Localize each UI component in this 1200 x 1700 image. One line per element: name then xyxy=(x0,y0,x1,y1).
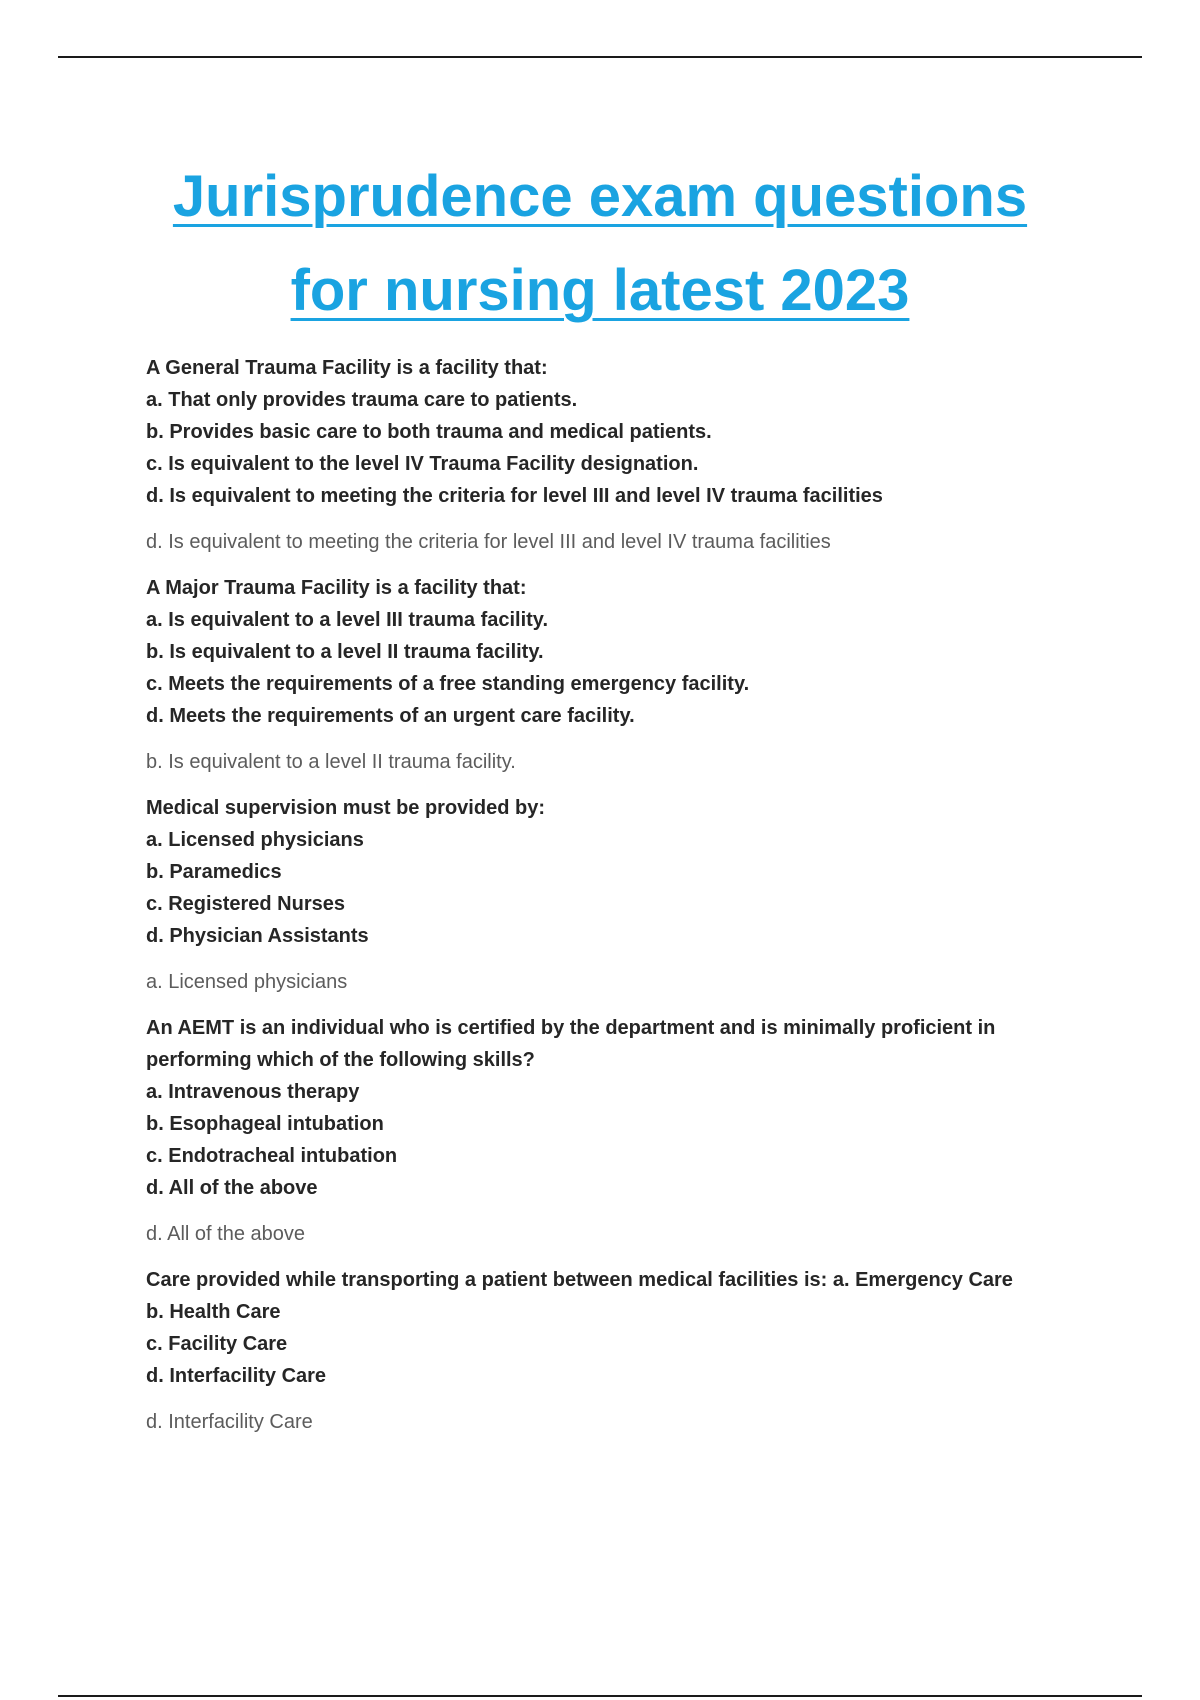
question-option: c. Is equivalent to the level IV Trauma Facility designation. xyxy=(146,453,699,475)
page-title xyxy=(0,150,1200,338)
question-option: d. Interfacility Care xyxy=(146,1365,327,1387)
question-answer: b. Is equivalent to a level II trauma facility. xyxy=(146,751,516,773)
question-option: a. Licensed physicians xyxy=(146,829,364,851)
top-rule xyxy=(58,56,1142,58)
question-3 xyxy=(146,792,1086,998)
question-option: d. Is equivalent to meeting the criteria for level III and level IV trauma facilities xyxy=(146,485,883,507)
question-stem: Medical supervision must be provided by: xyxy=(146,797,545,819)
question-2 xyxy=(146,572,1086,778)
question-option: b. Paramedics xyxy=(146,861,282,883)
question-option: a. Is equivalent to a level III trauma facility. xyxy=(146,609,549,631)
question-stem: Care provided while transporting a patient between medical facilities is: a. Emergency Care xyxy=(146,1269,1013,1291)
question-stem: An AEMT is an individual who is certified by the department and is minimally proficient in performing which of the following skills? xyxy=(146,1017,996,1071)
question-option: b. Health Care xyxy=(146,1301,281,1323)
question-option: b. Is equivalent to a level II trauma facility. xyxy=(146,641,544,663)
question-option: b. Provides basic care to both trauma and medical patients. xyxy=(146,421,712,443)
question-4 xyxy=(146,1012,1086,1250)
question-option: d. Physician Assistants xyxy=(146,925,369,947)
title-line-2: for nursing latest 2023 xyxy=(290,258,910,323)
questions-list xyxy=(146,352,1086,1452)
question-1 xyxy=(146,352,1086,558)
question-answer: d. Is equivalent to meeting the criteria for level III and level IV trauma facilities xyxy=(146,531,831,553)
question-option: c. Meets the requirements of a free standing emergency facility. xyxy=(146,673,750,695)
bottom-rule xyxy=(58,1695,1142,1697)
question-option: d. All of the above xyxy=(146,1177,318,1199)
question-stem: A General Trauma Facility is a facility that: xyxy=(146,357,548,379)
question-answer: d. Interfacility Care xyxy=(146,1411,313,1433)
question-answer: a. Licensed physicians xyxy=(146,971,348,993)
question-option: c. Endotracheal intubation xyxy=(146,1145,398,1167)
question-option: a. Intravenous therapy xyxy=(146,1081,360,1103)
question-option: c. Registered Nurses xyxy=(146,893,345,915)
question-option: a. That only provides trauma care to patients. xyxy=(146,389,578,411)
question-option: b. Esophageal intubation xyxy=(146,1113,384,1135)
title-line-1: Jurisprudence exam questions xyxy=(172,164,1028,229)
question-stem: A Major Trauma Facility is a facility that: xyxy=(146,577,527,599)
question-5 xyxy=(146,1264,1086,1438)
question-option: c. Facility Care xyxy=(146,1333,288,1355)
question-option: d. Meets the requirements of an urgent care facility. xyxy=(146,705,635,727)
question-answer: d. All of the above xyxy=(146,1223,306,1245)
